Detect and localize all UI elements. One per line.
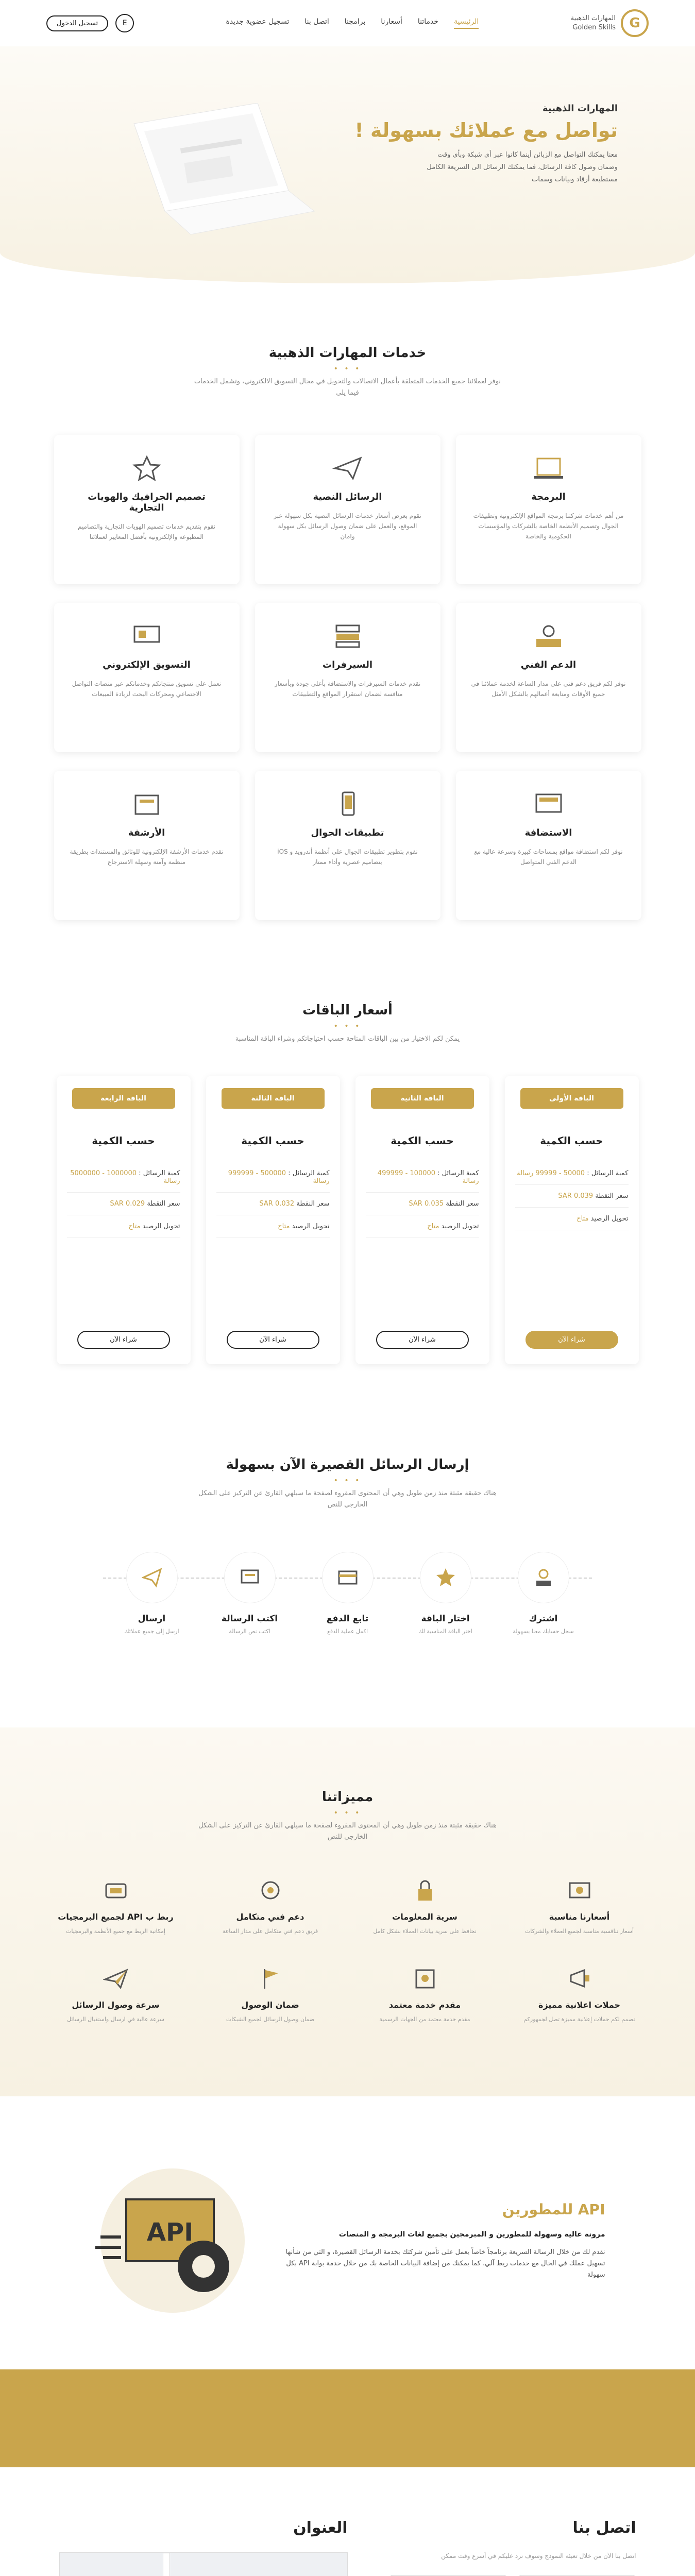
support-icon — [258, 1879, 283, 1903]
price-tag-icon — [567, 1879, 592, 1903]
language-button[interactable]: E — [115, 14, 134, 32]
feature-text: نحافظ على سرية بيانات العملاء بشكل كامل — [373, 1928, 477, 1935]
plan-name: الباقة الرابعة — [72, 1088, 175, 1109]
hero-line-3: مستطيعة أرقاد وبيانات وسمات — [531, 176, 618, 183]
message-icon — [240, 1567, 260, 1588]
step-item — [103, 1552, 201, 1635]
code-icon — [533, 455, 564, 481]
service-title: تصميم الجرافيك والهويات التجارية — [88, 492, 206, 513]
logo-mark: G — [621, 9, 649, 37]
user-icon — [533, 1567, 554, 1588]
server-icon — [332, 623, 363, 649]
nav-register[interactable]: تسجيل عضوية جديدة — [226, 18, 290, 26]
service-card[interactable] — [456, 771, 641, 920]
step-item — [201, 1552, 299, 1635]
feature-text: نصمم لكم حملات إعلانية مميزة تصل لجمهوركم — [523, 2016, 635, 2023]
price-label: سعر النقطة — [147, 1200, 180, 1208]
plan-name: الباقة الثالثة — [222, 1088, 325, 1109]
send-icon — [142, 1567, 162, 1588]
buy-button[interactable]: شراء الآن — [227, 1331, 319, 1349]
map[interactable] — [59, 2552, 348, 2576]
feature-text: سرعة عالية في ارسال واستقبال الرسائل — [67, 2016, 164, 2023]
marketing-icon — [131, 623, 162, 649]
feature-item — [46, 1967, 185, 2024]
api-text: نقدم لك من خلال الرسالة السريعة برنامجاً خاصاً يعمل على تأمين شركتك بخدمة الرسائل القصيرة، و التي من شأنها تسهيل عملك في الحال مع خدمات ربط آلي. كما يمكنك من إضافة البيانات الخاصة بك من خلال خدمة بوابة API بكل سهولة — [285, 2248, 605, 2279]
hero-line-2: وضمان وصول كافة الرسائل، فما يمكنك الرسائل الى السريعة الكامل — [427, 163, 618, 171]
hosting-icon — [533, 791, 564, 817]
service-card[interactable] — [54, 771, 240, 920]
features-section — [0, 1727, 695, 2096]
plan-size: حسب الكمية — [241, 1134, 304, 1147]
service-text: نقوم بتقديم خدمات تصميم الهويات التجارية والتصاميم المطبوعة والإلكترونية بأفضل المعايير لعملائنا — [77, 523, 216, 540]
feature-title: مقدم خدمة معتمد — [388, 2000, 461, 2010]
lock-icon — [412, 1879, 438, 1903]
service-title: الدعم الفني — [520, 659, 577, 670]
plan-price: 0.039 SAR — [558, 1192, 594, 1200]
gold-banner — [0, 2369, 695, 2467]
plan-card — [206, 1076, 340, 1364]
service-card[interactable] — [255, 435, 440, 584]
service-text: نعمل على تسويق منتجاتكم وخدماتكم عبر منصات التواصل الاجتماعي ومحركات البحث لزيادة المبيعات — [72, 680, 222, 698]
step-text: ارسل إلى جميع عملائك — [124, 1628, 179, 1635]
plan-transfer: متاح — [128, 1223, 141, 1230]
service-text: نقوم بتطوير تطبيقات الجوال على أنظمة أندرويد و iOS بتصاميم عصرية وأداء ممتاز — [277, 848, 418, 866]
feature-title: دعم فني متكامل — [236, 1912, 304, 1922]
features-title: مميزاتنا — [321, 1789, 374, 1805]
title-dots: • • • — [333, 365, 362, 373]
pricing-section — [0, 920, 695, 1364]
feature-item — [201, 1967, 340, 2024]
feature-title: سرية المعلومات — [392, 1912, 457, 1922]
archive-icon — [131, 791, 162, 817]
nav-contact[interactable]: اتصل بنا — [304, 18, 329, 26]
pricing-title: أسعار الباقات — [302, 1003, 393, 1018]
mobile-icon — [332, 791, 363, 817]
plan-count: 50000 - 99999 رسالة — [517, 1170, 585, 1177]
step-text: اختر الباقة المناسبة لك — [418, 1628, 472, 1635]
hero-eyebrow: المهارات الذهبية — [543, 103, 618, 114]
feature-title: سرعة وصول الرسائل — [72, 2000, 160, 2010]
contact-form — [389, 2519, 636, 2576]
step-text: سجل حسابك معنا بسهولة — [513, 1628, 574, 1635]
logo[interactable] — [571, 9, 649, 37]
step-title: اشترك — [529, 1614, 558, 1624]
card-icon — [337, 1567, 358, 1588]
api-link-icon — [103, 1879, 129, 1903]
nav-home[interactable]: الرئيسية — [454, 18, 479, 29]
hero-title: تواصل مع عملائك بسهولة ! — [354, 119, 618, 142]
transfer-label: تحويل الرصيد — [142, 1223, 180, 1230]
count-label: كمية الرسائل : — [587, 1170, 629, 1177]
service-card[interactable] — [54, 603, 240, 752]
price-label: سعر النقطة — [595, 1192, 629, 1200]
feature-text: أسعار تنافسية مناسبة لجميع العملاء والشركات — [524, 1928, 634, 1935]
steps-title: إرسال الرسائل القصيرة الآن بسهولة — [226, 1457, 469, 1472]
feature-title: ضمان الوصول — [241, 2000, 299, 2010]
plan-size: حسب الكمية — [540, 1134, 603, 1147]
fast-send-icon — [103, 1967, 129, 1991]
flag-icon — [258, 1967, 283, 1991]
price-label: سعر النقطة — [446, 1200, 479, 1208]
address-title: العنوان — [293, 2519, 348, 2537]
service-title: السيرفرات — [322, 659, 373, 670]
feature-item — [355, 1879, 495, 1936]
feature-item — [46, 1879, 185, 1936]
step-item — [299, 1552, 397, 1635]
service-title: الاستضافة — [524, 827, 572, 838]
feature-item — [510, 1967, 649, 2024]
service-title: تطبيقات الجوال — [311, 827, 384, 838]
plan-name: الباقة الثانية — [371, 1088, 474, 1109]
title-dots: • • • — [333, 1809, 362, 1817]
step-title: ارسال — [138, 1614, 166, 1624]
api-title: API للمطورين — [502, 2200, 605, 2218]
feature-title: حملات اعلانية مميزة — [538, 2000, 620, 2010]
pricing-subtitle: يمكن لكم الاختيار من بين الباقات المتاحة حسب احتياجاتكم وشراء الباقة المناسبة — [235, 1035, 460, 1043]
count-label: كمية الرسائل : — [139, 1170, 180, 1177]
plan-name: الباقة الأولى — [520, 1088, 623, 1109]
service-card[interactable] — [255, 771, 440, 920]
feature-item — [510, 1879, 649, 1936]
contact-desc: اتصل بنا الآن من خلال تعبئة النموذج وسوف نرد عليكم في أسرع وقت ممكن — [441, 2552, 636, 2560]
site-header — [0, 0, 695, 46]
price-label: سعر النقطة — [296, 1200, 330, 1208]
step-text: اكتب نص الرسالة — [229, 1628, 270, 1635]
plan-card — [355, 1076, 489, 1364]
services-subtitle: نوفر لعملائنا جميع الخدمات المتعلقة بأعمال الاتصالات والتحويل في مجال التسويق الالكتروني، وتشمل الخدمات فيما يلي — [194, 378, 501, 397]
step-item — [495, 1552, 592, 1635]
plan-card — [57, 1076, 191, 1364]
plan-card — [505, 1076, 639, 1364]
services-title: خدمات المهارات الذهبية — [268, 345, 427, 361]
feature-text: فريق دعم فني متكامل على مدار الساعة — [222, 1928, 318, 1935]
plan-price: 0.032 SAR — [259, 1200, 295, 1208]
laptop-illustration — [103, 103, 319, 247]
login-button[interactable]: تسجيل الدخول — [46, 15, 108, 31]
nav-programs[interactable]: برامجنا — [344, 18, 366, 26]
api-gear-icon — [90, 2163, 255, 2318]
service-text: نوفر لكم استضافة مواقع بمساحات كبيرة وسرعة عالية مع الدعم الفني المتواصل — [474, 848, 623, 866]
api-subtitle: مرونة عالية وسهولة للمطورين و المبرمجين بجميع لغات البرمجة و المنصات — [338, 2230, 605, 2239]
step-item — [397, 1552, 495, 1635]
feature-title: ربط ب API لجميع البرمجيات — [58, 1912, 174, 1922]
step-text: اكمل عملية الدفع — [327, 1628, 368, 1635]
badge-icon — [435, 1567, 456, 1588]
buy-button[interactable]: شراء الآن — [77, 1331, 170, 1349]
feature-text: إمكانية الربط مع جميع الأنظمة والبرمجيات — [66, 1928, 165, 1935]
service-card[interactable] — [255, 603, 440, 752]
service-text: نقوم بعرض أسعار خدمات الرسائل النصية بكل سهولة عبر الموقع، والعمل على ضمان وصول الرسائل بكل سهولة وامان — [274, 512, 421, 540]
service-card[interactable] — [54, 435, 240, 584]
service-title: البرمجة — [531, 492, 566, 502]
plan-transfer: متاح — [278, 1223, 290, 1230]
api-badge-text: API — [146, 2218, 193, 2247]
title-dots: • • • — [333, 1477, 362, 1485]
plan-count: 500000 - 999999 رسالة — [228, 1170, 330, 1185]
service-card[interactable] — [456, 603, 641, 752]
feature-title: أسعارنا مناسبة — [549, 1912, 610, 1922]
service-text: نقدم خدمات السيرفرات والاستضافة بأعلى جودة وبأسعار منافسة لضمان استقرار المواقع والتطبيقات — [274, 680, 421, 698]
paper-plane-icon — [332, 455, 363, 481]
hero — [0, 46, 695, 283]
title-dots: • • • — [333, 1022, 362, 1030]
steps-subtitle: هناك حقيقة مثبتة منذ زمن طويل وهي أن المحتوى المقروء لصفحة ما سيلهي القارئ عن التركيز على الشكل الخارجي للنص — [198, 1489, 497, 1509]
certified-icon — [412, 1967, 438, 1991]
plan-size: حسب الكمية — [391, 1134, 454, 1147]
feature-text: ضمان وصول الرسائل لجميع الشبكات — [226, 2016, 315, 2023]
service-text: نوفر لكم فريق دعم فني على مدار الساعة لخدمة عملائنا في جميع الأوقات ومتابعة أعمالهم بالشكل الأمثل — [471, 680, 626, 698]
buy-button[interactable]: شراء الآن — [526, 1331, 618, 1349]
contact-section — [0, 2467, 695, 2576]
api-section — [0, 2096, 695, 2369]
feature-item — [201, 1879, 340, 1936]
service-card[interactable] — [456, 435, 641, 584]
count-label: كمية الرسائل : — [437, 1170, 479, 1177]
plan-size: حسب الكمية — [92, 1134, 155, 1147]
step-title: اكتب الرسالة — [221, 1614, 278, 1624]
feature-item — [355, 1967, 495, 2024]
megaphone-icon — [567, 1967, 592, 1991]
plan-count: 100000 - 499999 رسالة — [377, 1170, 479, 1185]
contact-title: اتصل بنا — [572, 2519, 636, 2537]
plan-price: 0.035 SAR — [409, 1200, 444, 1208]
support-desk-icon — [533, 623, 564, 649]
service-text: نقدم خدمات الأرشفة الإلكترونية للوثائق والمستندات بطريقة منظمة وآمنة وسهلة الاسترجاع — [70, 848, 224, 866]
address-block — [59, 2519, 348, 2576]
step-title: تابع الدفع — [326, 1614, 369, 1624]
service-title: الأرشفة — [128, 827, 165, 838]
service-title: الرسائل النصية — [313, 492, 382, 502]
steps-section — [0, 1364, 695, 1635]
nav-prices[interactable]: أسعارنا — [381, 18, 402, 26]
logo-name-en: Golden Skills — [572, 24, 616, 31]
feature-text: مقدم خدمة معتمد من الجهات الرسمية — [379, 2016, 470, 2023]
service-text: من أهم خدمات شركتنا برمجة المواقع الإلكترونية وتطبيقات الجوال وتصميم الأنظمة الخاصة بالشركات والمؤسسات الحكومية والخاصة — [473, 512, 624, 540]
step-title: اختار الباقة — [421, 1614, 470, 1624]
count-label: كمية الرسائل : — [288, 1170, 330, 1177]
nav-services[interactable]: خدماتنا — [417, 18, 439, 26]
services-section — [0, 283, 695, 920]
plan-transfer: متاح — [577, 1215, 589, 1223]
transfer-label: تحويل الرصيد — [292, 1223, 330, 1230]
plan-price: 0.029 SAR — [110, 1200, 145, 1208]
design-star-icon — [131, 455, 162, 481]
hero-line-1: معنا يمكنك التواصل مع الزبائن أينما كانوا عبر أي شبكة وبأي وقت — [437, 151, 618, 159]
logo-name-ar: المهارات الذهبية — [570, 14, 616, 22]
plan-count: 1000000 - 5000000 رسالة — [70, 1170, 180, 1185]
transfer-label: تحويل الرصيد — [590, 1215, 629, 1223]
buy-button[interactable]: شراء الآن — [376, 1331, 469, 1349]
features-subtitle: هناك حقيقة مثبتة منذ زمن طويل وهي أن المحتوى المقروء لصفحة ما سيلهي القارئ عن التركيز على الشكل الخارجي للنص — [198, 1822, 497, 1841]
plan-transfer: متاح — [427, 1223, 439, 1230]
transfer-label: تحويل الرصيد — [441, 1223, 479, 1230]
service-title: التسويق الإلكتروني — [103, 659, 191, 670]
main-nav — [226, 18, 479, 29]
